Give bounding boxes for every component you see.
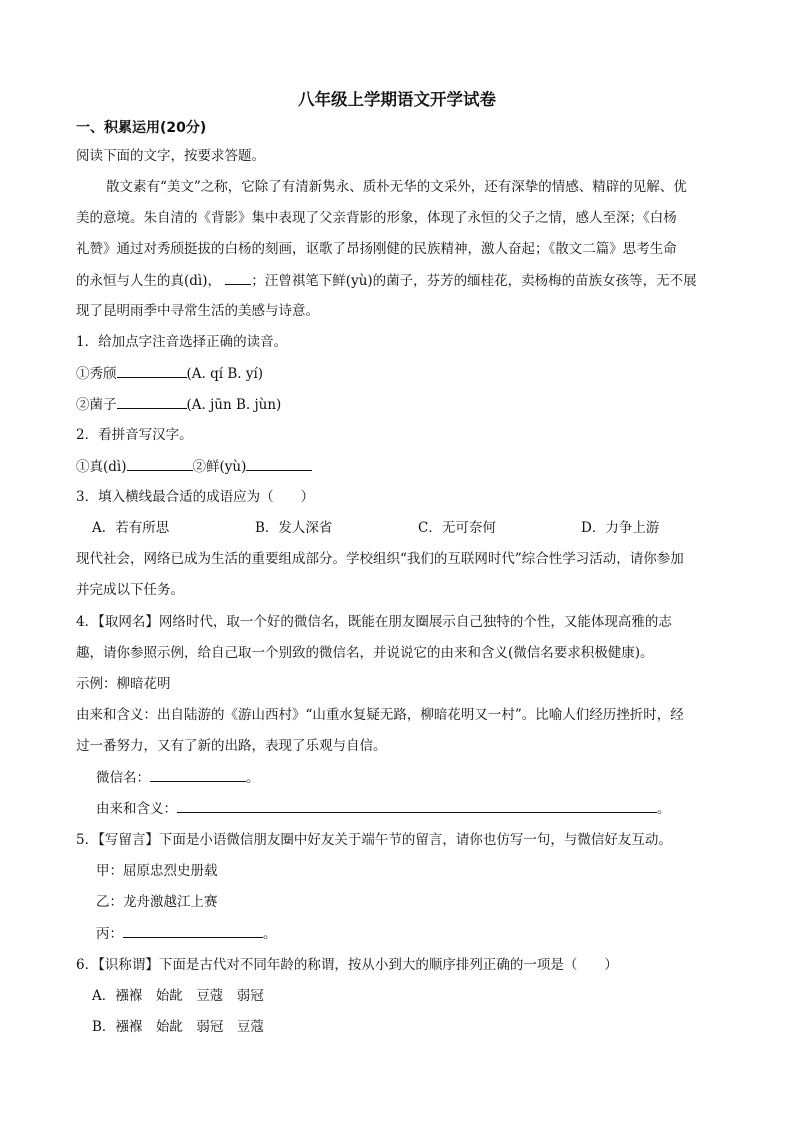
answer-blank[interactable]: [246, 456, 312, 471]
period: 。: [246, 770, 260, 786]
option-a[interactable]: A．若有所思: [92, 520, 170, 536]
question-2-items: [76, 456, 312, 477]
passage-line: 礼赞》通过对秀颀挺拔的白杨的刻画，讴歌了昂扬刚健的民族精神，激人奋起；《散文二篇》思考生命: [76, 241, 677, 257]
section-heading: 一、积累运用(20分): [76, 120, 207, 136]
passage-line: 美的意境。朱自清的《背影》集中表现了父亲背影的形象，体现了永恒的父子之情，感人至深；《白杨: [76, 210, 677, 226]
question-6-stem: 6．【识称谓】下面是古代对不同年龄的称谓，按从小到大的顺序排列正确的一项是（ ）: [76, 957, 618, 973]
example: 示例：柳暗花明: [76, 676, 171, 692]
question-4-stem: 4．【取网名】网络时代，取一个好的微信名，既能在朋友圈展示自己独特的个性，又能体现高雅的志: [76, 614, 672, 630]
item-label: ①真(dì): [76, 459, 127, 475]
context-line: 现代社会，网络已成为生活的重要组成部分。学校组织“我们的互联网时代”综合性学习活动，请你参加: [76, 551, 684, 567]
wechat-name-row: [96, 767, 260, 788]
item-label: ①秀颀: [76, 366, 117, 382]
meaning-row: [96, 798, 671, 819]
option-b[interactable]: B．襁褓 始龀 弱冠 豆蔻: [92, 1019, 264, 1035]
pinyin-options: (A. jūn B. jùn): [186, 397, 282, 413]
message-yi: 乙：龙舟激越江上赛: [96, 894, 218, 910]
option-b[interactable]: B．发人深省: [255, 520, 333, 536]
message-bing-row: [96, 923, 277, 944]
option-d[interactable]: D．力争上游: [581, 520, 660, 536]
page-title: 八年级上学期语文开学试卷: [298, 90, 496, 109]
field-label: 丙：: [96, 926, 123, 942]
question-4-stem: 趣，请你参照示例，给自己取一个别致的微信名，并说说它的由来和含义(微信名要求积极健康)。: [76, 645, 654, 661]
instruction: 阅读下面的文字，按要求答题。: [76, 148, 265, 164]
origin-line: 过一番努力，又有了新的出路，表现了乐观与自信。: [76, 738, 387, 754]
passage-text: ；汪曾祺笔下鲜(yù)的菌子，芬芳的缅桂花，卖杨梅的苗族女孩等，无不展: [251, 273, 697, 289]
period: 。: [657, 801, 671, 817]
field-label: 由来和含义：: [96, 801, 177, 817]
passage-line: 现了昆明雨季中寻常生活的美感与诗意。: [76, 303, 319, 319]
message-jia: 甲：屈原忠烈史册载: [96, 863, 218, 879]
idiom-blank[interactable]: [225, 270, 251, 285]
answer-blank[interactable]: [117, 363, 187, 378]
option-a[interactable]: A．襁褓 始龀 豆蔻 弱冠: [92, 988, 264, 1004]
pinyin-options: (A. qí B. yí): [186, 366, 264, 382]
question-3-stem: 3．填入横线最合适的成语应为（ ）: [76, 489, 315, 505]
option-c[interactable]: C．无可奈何: [418, 520, 496, 536]
question-1a: [76, 363, 263, 384]
answer-blank[interactable]: [117, 394, 187, 409]
answer-blank[interactable]: [127, 456, 193, 471]
passage-line: 散文素有“美文”之称，它除了有清新隽永、质朴无华的文采外，还有深挚的情感、精辟的见解、优: [106, 179, 687, 195]
origin-line: 由来和含义：出自陆游的《游山西村》“山重水复疑无路，柳暗花明又一村”。比喻人们经历挫折时，经: [76, 707, 684, 723]
item-label: ②菌子: [76, 397, 117, 413]
question-5-stem: 5．【写留言】下面是小语微信朋友圈中好友关于端午节的留言，请你也仿写一句，与微信好友互动。: [76, 832, 672, 848]
passage-text: 的永恒与人生的真(dì)，: [76, 273, 221, 289]
period: 。: [263, 926, 277, 942]
item-label: ②鲜(yù): [192, 459, 247, 475]
question-2-stem: 2．看拼音写汉字。: [76, 427, 193, 443]
context-line: 并完成以下任务。: [76, 582, 184, 598]
meaning-blank[interactable]: [177, 798, 657, 813]
wechat-name-blank[interactable]: [150, 767, 246, 782]
question-1b: [76, 394, 281, 415]
passage-line: [76, 270, 697, 291]
message-blank[interactable]: [123, 923, 263, 938]
field-label: 微信名：: [96, 770, 150, 786]
question-1-stem: 1．给加点字注音选择正确的读音。: [76, 334, 288, 350]
